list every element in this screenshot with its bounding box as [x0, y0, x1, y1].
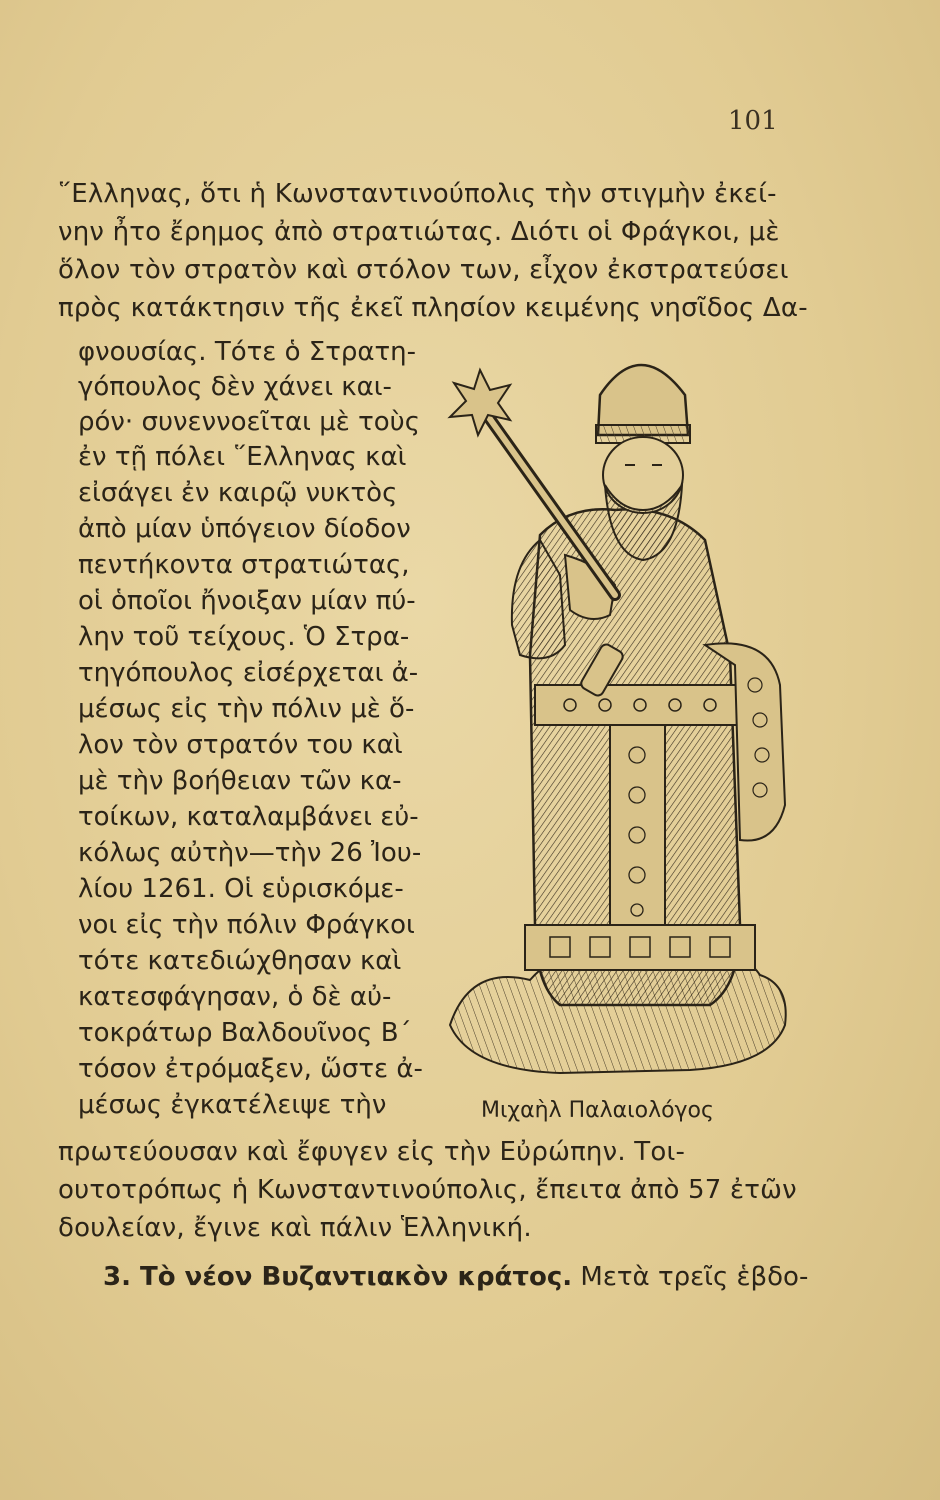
- text-line: πρὸς κατάκτησιν τῆς ἐκεῖ πλησίον κειμένης νησῖδος Δα-: [58, 293, 808, 323]
- column-line: μὲ τὴν βοήθειαν τῶν κα-: [78, 766, 402, 796]
- column-line: λίου 1261. Οἱ εὑρισκόμε-: [78, 874, 404, 904]
- text-line: ῞Ελληνας, ὅτι ἡ Κωνσταντινούπολις τὴν στιγμὴν ἐκεί-: [58, 179, 777, 209]
- column-line: μέσως ἐγκατέλειψε τὴν: [78, 1090, 387, 1120]
- section-text: Μετὰ τρεῖς ἑβδο-: [580, 1262, 809, 1292]
- column-line: ρόν· συνεννοεῖται μὲ τοὺς: [78, 407, 420, 437]
- figure-caption: Μιχαὴλ Παλαιολόγος: [481, 1098, 714, 1123]
- column-line: τόσον ἐτρόμαξεν, ὥστε ἀ-: [78, 1054, 423, 1084]
- section-heading: [103, 1262, 808, 1292]
- column-line: τηγόπουλος εἰσέρχεται ἀ-: [78, 658, 419, 688]
- column-line: εἰσάγει ἐν καιρῷ νυκτὸς: [78, 478, 398, 508]
- column-line: τοκράτωρ Βαλδουῖνος Β΄: [78, 1018, 412, 1048]
- column-line: φνουσίας. Τότε ὁ Στρατη-: [78, 337, 416, 367]
- section-title: 3. Τὸ νέον Βυζαντιακὸν κράτος.: [103, 1262, 573, 1292]
- text-line: ὅλον τὸν στρατὸν καὶ στόλον των, εἶχον ἐκστρατεύσει: [58, 255, 789, 285]
- text-line: ουτοτρόπως ἡ Κωνσταντινούπολις, ἔπειτα ἀπὸ 57 ἐτῶν: [58, 1175, 797, 1205]
- column-line: γόπουλος δὲν χάνει και-: [78, 372, 392, 402]
- column-line: λον τὸν στρατόν του καὶ: [78, 730, 403, 760]
- column-line: λην τοῦ τείχους. Ὁ Στρα-: [78, 622, 410, 652]
- text-line: δουλείαν, ἔγινε καὶ πάλιν Ἑλληνική.: [58, 1213, 532, 1243]
- column-line: ἐν τῇ πόλει ῞Ελληνας καὶ: [78, 442, 407, 472]
- text-line: πρωτεύουσαν καὶ ἔφυγεν εἰς τὴν Εὐρώπην. Τοι-: [58, 1137, 686, 1167]
- page-number: 101: [728, 106, 778, 136]
- text-line: νην ἦτο ἔρημος ἀπὸ στρατιώτας. Διότι οἱ Φράγκοι, μὲ: [58, 217, 780, 247]
- column-line: οἱ ὁποῖοι ἤνοιξαν μίαν πύ-: [78, 586, 416, 616]
- column-line: νοι εἰς τὴν πόλιν Φράγκοι: [78, 910, 415, 940]
- emperor-engraving: [440, 325, 810, 1105]
- column-line: ἀπὸ μίαν ὑπόγειον δίοδον: [78, 514, 411, 544]
- column-line: τοίκων, καταλαμβάνει εὐ-: [78, 802, 419, 832]
- column-line: τότε κατεδιώχθησαν καὶ: [78, 946, 402, 976]
- column-line: κατεσφάγησαν, ὁ δὲ αὐ-: [78, 982, 392, 1012]
- column-line: κόλως αὐτὴν—τὴν 26 Ἰου-: [78, 838, 422, 868]
- column-line: μέσως εἰς τὴν πόλιν μὲ ὅ-: [78, 694, 415, 724]
- column-line: πεντήκοντα στρατιώτας,: [78, 550, 410, 580]
